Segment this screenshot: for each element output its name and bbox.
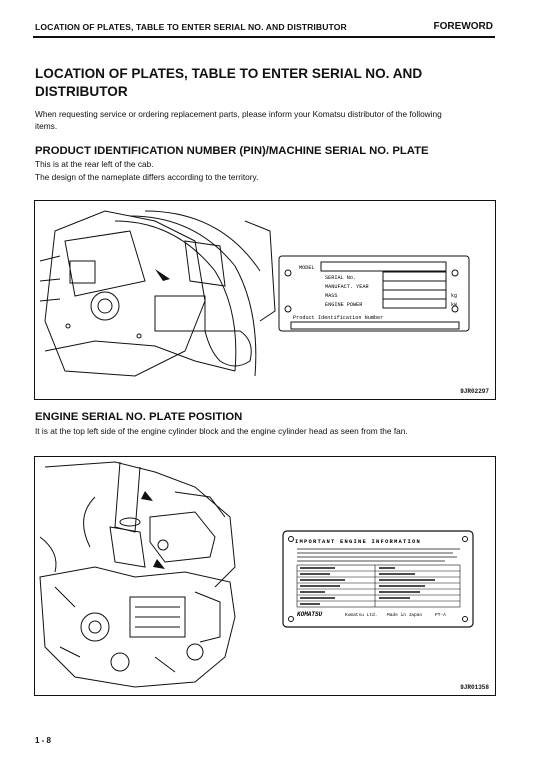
page-title-line-2: DISTRIBUTOR bbox=[35, 84, 128, 99]
figure-pin-ref: 9JR02297 bbox=[460, 388, 489, 395]
nameplate-engine bbox=[283, 531, 473, 627]
plate-label-model: MODEL bbox=[299, 265, 315, 271]
plate-unit-kg: kg bbox=[451, 293, 458, 299]
figure-engine-ref: 9JR01358 bbox=[460, 684, 489, 691]
engine-plate-maker: Komatsu Ltd. bbox=[345, 613, 378, 618]
engine-plate-made: Made in Japan bbox=[387, 613, 423, 618]
engine-plate-brand: KOMATSU bbox=[297, 611, 323, 618]
engine-illustration bbox=[35, 457, 495, 695]
page-title-line-1: LOCATION OF PLATES, TABLE TO ENTER SERIAL NO. AND bbox=[35, 66, 423, 81]
engine-plate-title: IMPORTANT ENGINE INFORMATION bbox=[295, 538, 422, 545]
header-rule bbox=[33, 36, 495, 38]
page-title bbox=[35, 65, 495, 101]
section-engine-line-1: It is at the top left side of the engine cylinder block and the engine cylinder head as seen from the fan. bbox=[35, 426, 408, 436]
plate-label-pin: Product Identification Number bbox=[293, 315, 384, 321]
section-pin-line-1: This is at the rear left of the cab. bbox=[35, 159, 154, 169]
nameplate-pin bbox=[279, 256, 469, 331]
plate-label-power: ENGINE POWER bbox=[325, 302, 363, 308]
engine-plate-code: PT-A bbox=[435, 613, 446, 618]
section-heading-pin: PRODUCT IDENTIFICATION NUMBER (PIN)/MACHINE SERIAL NO. PLATE bbox=[35, 145, 429, 157]
plate-label-serial: SERIAL No. bbox=[325, 275, 357, 281]
page-number: 1 - 8 bbox=[35, 736, 52, 745]
section-pin-line-2: The design of the nameplate differs according to the territory. bbox=[35, 172, 259, 182]
running-header-title: LOCATION OF PLATES, TABLE TO ENTER SERIAL NO. AND DISTRIBUTOR bbox=[35, 22, 347, 32]
plate-unit-kw: kW bbox=[451, 302, 458, 308]
figure-engine-plate bbox=[34, 456, 496, 696]
intro-line-1: When requesting service or ordering replacement parts, please inform your Komatsu distributor of the following bbox=[35, 109, 442, 119]
figure-pin-plate bbox=[34, 200, 496, 400]
intro-line-2: items. bbox=[35, 121, 58, 131]
section-heading-engine: ENGINE SERIAL NO. PLATE POSITION bbox=[35, 411, 243, 423]
running-header-section: FOREWORD bbox=[433, 21, 493, 32]
plate-label-mass: MASS bbox=[325, 293, 338, 299]
plate-label-year: MANUFACT. YEAR bbox=[325, 284, 369, 290]
cab-rear-illustration bbox=[35, 201, 495, 399]
intro-paragraph bbox=[35, 108, 495, 132]
